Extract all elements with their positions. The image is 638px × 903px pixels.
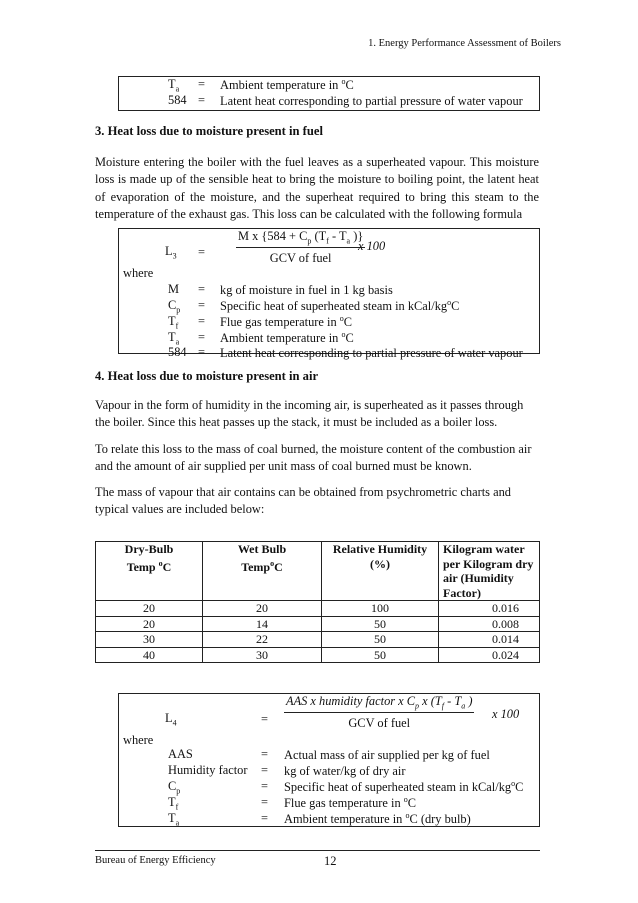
symbol-text: C: [168, 298, 177, 312]
definition-body: Latent heat corresponding to partial pressure of water vapour: [220, 94, 523, 109]
symbol-subscript: a: [175, 84, 180, 94]
table-cell: 0.024: [439, 647, 540, 663]
section-4-paragraph-1: Vapour in the form of humidity in the incoming air, is superheated as it passes through the boiler. Since this heat passes up the stack, it must be included as a boiler loss.: [95, 398, 524, 430]
formula-4-where: where: [123, 733, 154, 747]
table-row: [96, 601, 540, 617]
definition-equals: =: [261, 747, 268, 761]
definition-equals: =: [198, 282, 205, 296]
definition-tail: C: [515, 780, 524, 795]
table-cell: 14: [203, 616, 322, 632]
definition-symbol: [168, 747, 193, 763]
formula-4-numerator: AAS x humidity factor x $C_p$ x ($T_f - T_a$ ): [284, 694, 474, 713]
definition-superscript: o: [341, 77, 346, 86]
definition-equals: =: [198, 314, 205, 328]
table-cell: 30: [203, 647, 322, 663]
header-wet-bulb: Wet Bulb Temp$^o$C: [203, 542, 322, 601]
formula-3-lhs: $L_3$: [165, 244, 177, 261]
table-cell: 100: [322, 601, 439, 617]
formula-4-lhs: $L_4$: [165, 711, 177, 728]
definition-tail: C: [343, 315, 353, 330]
definition-superscript: o: [511, 779, 516, 788]
definition-text: [284, 811, 471, 827]
definition-body: Ambient temperature in: [220, 331, 342, 346]
definition-equals: =: [198, 298, 205, 312]
definition-symbol: [168, 282, 179, 298]
footer-publisher: Bureau of Energy Efficiency: [95, 855, 216, 866]
definition-superscript: o: [339, 314, 344, 323]
definition-symbol: [168, 345, 187, 361]
table-cell: 20: [96, 601, 203, 617]
definition-body: Flue gas temperature in: [220, 315, 340, 330]
section-3-paragraph: Moisture entering the boiler with the fuel leaves as a superheated vapour. This moisture loss is made up of the sensible heat to bring the moisture to boiling point, the latent heat of evaporation of the moisture, and the superheat required to bring this steam to the temperature of the exhaust gas. This loss can be calculated with the following formula: [95, 155, 539, 221]
table-row: [96, 647, 540, 663]
definition-symbol: [168, 763, 248, 779]
definition-body: kg of water/kg of dry air: [284, 764, 406, 779]
header-dry-bulb: Dry-Bulb Temp $^o$C: [96, 542, 203, 601]
definition-text: [284, 763, 405, 779]
definition-equals: =: [261, 811, 268, 825]
definition-body: Ambient temperature in: [220, 78, 342, 93]
definition-text: [284, 779, 523, 795]
definition-body: Specific heat of superheated steam in kCal/kg: [284, 780, 512, 795]
formula-3-equals: =: [198, 245, 205, 259]
definition-tail: C (dry bulb): [409, 812, 471, 827]
table-cell: 0.014: [439, 632, 540, 648]
definition-body: kg of moisture in fuel in 1 kg basis: [220, 283, 393, 298]
definition-text: [220, 330, 354, 346]
footer-rule: [95, 850, 540, 851]
definition-symbol: [168, 811, 179, 827]
table-cell: 20: [203, 601, 322, 617]
table-cell: 50: [322, 647, 439, 663]
formula-3-numerator: M x {$584 + C_p$ ($T_f - T_a$ )}: [236, 229, 365, 248]
formula-4-fraction: [284, 694, 474, 731]
definition-body: Actual mass of air supplied per kg of fuel: [284, 748, 490, 763]
symbol-text: T: [168, 330, 176, 344]
table-cell: 0.008: [439, 616, 540, 632]
table-cell: 50: [322, 616, 439, 632]
definition-body: Ambient temperature in: [284, 812, 406, 827]
definition-tail: C: [345, 78, 354, 93]
table-cell: 22: [203, 632, 322, 648]
symbol-text: T: [168, 795, 176, 809]
definition-text: [220, 282, 393, 298]
definition-body: Specific heat of superheated steam in kCal/kg: [220, 299, 448, 314]
table-cell: 20: [96, 616, 203, 632]
definition-equals: =: [198, 93, 205, 107]
definition-text: [220, 298, 459, 314]
symbol-subscript: a: [175, 337, 180, 347]
symbol-text: Humidity factor: [168, 763, 248, 777]
definition-superscript: o: [447, 298, 452, 307]
symbol-text: C: [168, 779, 177, 793]
symbol-text: 584: [168, 93, 187, 107]
definition-text: [284, 795, 416, 811]
table-row: [96, 632, 540, 648]
definition-superscript: o: [403, 795, 408, 804]
table-row: [96, 616, 540, 632]
definition-equals: =: [261, 795, 268, 809]
section-4-paragraph-2: To relate this loss to the mass of coal burned, the moisture content of the combustion air and the amount of air supplied per unit mass of coal burned must be known.: [95, 442, 532, 474]
symbol-subscript: a: [175, 818, 180, 828]
symbol-text: T: [168, 314, 176, 328]
section-4-heading: 4. Heat loss due to moisture present in air: [95, 369, 319, 383]
definition-equals: =: [261, 779, 268, 793]
symbol-subscript: f: [175, 802, 179, 812]
definition-equals: =: [198, 77, 205, 91]
definition-tail: C: [345, 331, 354, 346]
definition-equals: =: [198, 330, 205, 344]
definition-tail: C: [407, 796, 417, 811]
definition-superscript: o: [341, 330, 346, 339]
definition-superscript: o: [405, 811, 410, 820]
symbol-subscript: p: [176, 786, 181, 796]
definition-text: [220, 93, 523, 109]
definition-text: [220, 77, 354, 93]
running-header: 1. Energy Performance Assessment of Boilers: [368, 38, 561, 49]
definition-symbol: [168, 795, 178, 811]
section-3-heading: 3. Heat loss due to moisture present in fuel: [95, 124, 323, 138]
formula-4-equals: =: [261, 712, 268, 726]
header-humidity-factor: Kilogram water per Kilogram dry air (Humidity Factor): [439, 542, 540, 601]
symbol-text: M: [168, 282, 180, 296]
definition-text: [220, 314, 352, 330]
humidity-factor-table: [95, 541, 540, 663]
table-cell: 40: [96, 647, 203, 663]
symbol-text: T: [168, 811, 176, 825]
definition-body: Flue gas temperature in: [284, 796, 404, 811]
definition-text: [220, 345, 523, 361]
definition-equals: =: [198, 345, 205, 359]
definition-body: Latent heat corresponding to partial pressure of water vapour: [220, 346, 523, 361]
formula-3-denominator: GCV of fuel: [269, 251, 332, 266]
symbol-text: 584: [168, 345, 187, 359]
formula-4-multiplier: x 100: [492, 707, 520, 721]
formula-3-fraction: [236, 229, 365, 266]
definition-symbol: [168, 93, 187, 109]
formula-4-denominator: GCV of fuel: [348, 716, 411, 731]
section-4-paragraph-3: The mass of vapour that air contains can be obtained from psychrometric charts and typical values are included below:: [95, 485, 511, 517]
symbol-text: T: [168, 77, 176, 91]
definition-symbol: [168, 779, 180, 795]
symbol-text: AAS: [168, 747, 193, 761]
definition-text: [284, 747, 490, 763]
symbol-subscript: f: [175, 321, 179, 331]
definition-symbol: [168, 77, 179, 93]
definition-symbol: [168, 298, 180, 314]
formula-3-where: where: [123, 266, 154, 280]
symbol-subscript: p: [176, 305, 181, 315]
definition-symbol: [168, 314, 178, 330]
header-relative-humidity: Relative Humidity (%): [322, 542, 439, 601]
definition-tail: C: [451, 299, 460, 314]
table-cell: 30: [96, 632, 203, 648]
table-cell: 0.016: [439, 601, 540, 617]
table-cell: 50: [322, 632, 439, 648]
page-number: 12: [324, 854, 337, 868]
definition-equals: =: [261, 763, 268, 777]
formula-3-multiplier: x 100: [358, 239, 386, 253]
definition-symbol: [168, 330, 179, 346]
